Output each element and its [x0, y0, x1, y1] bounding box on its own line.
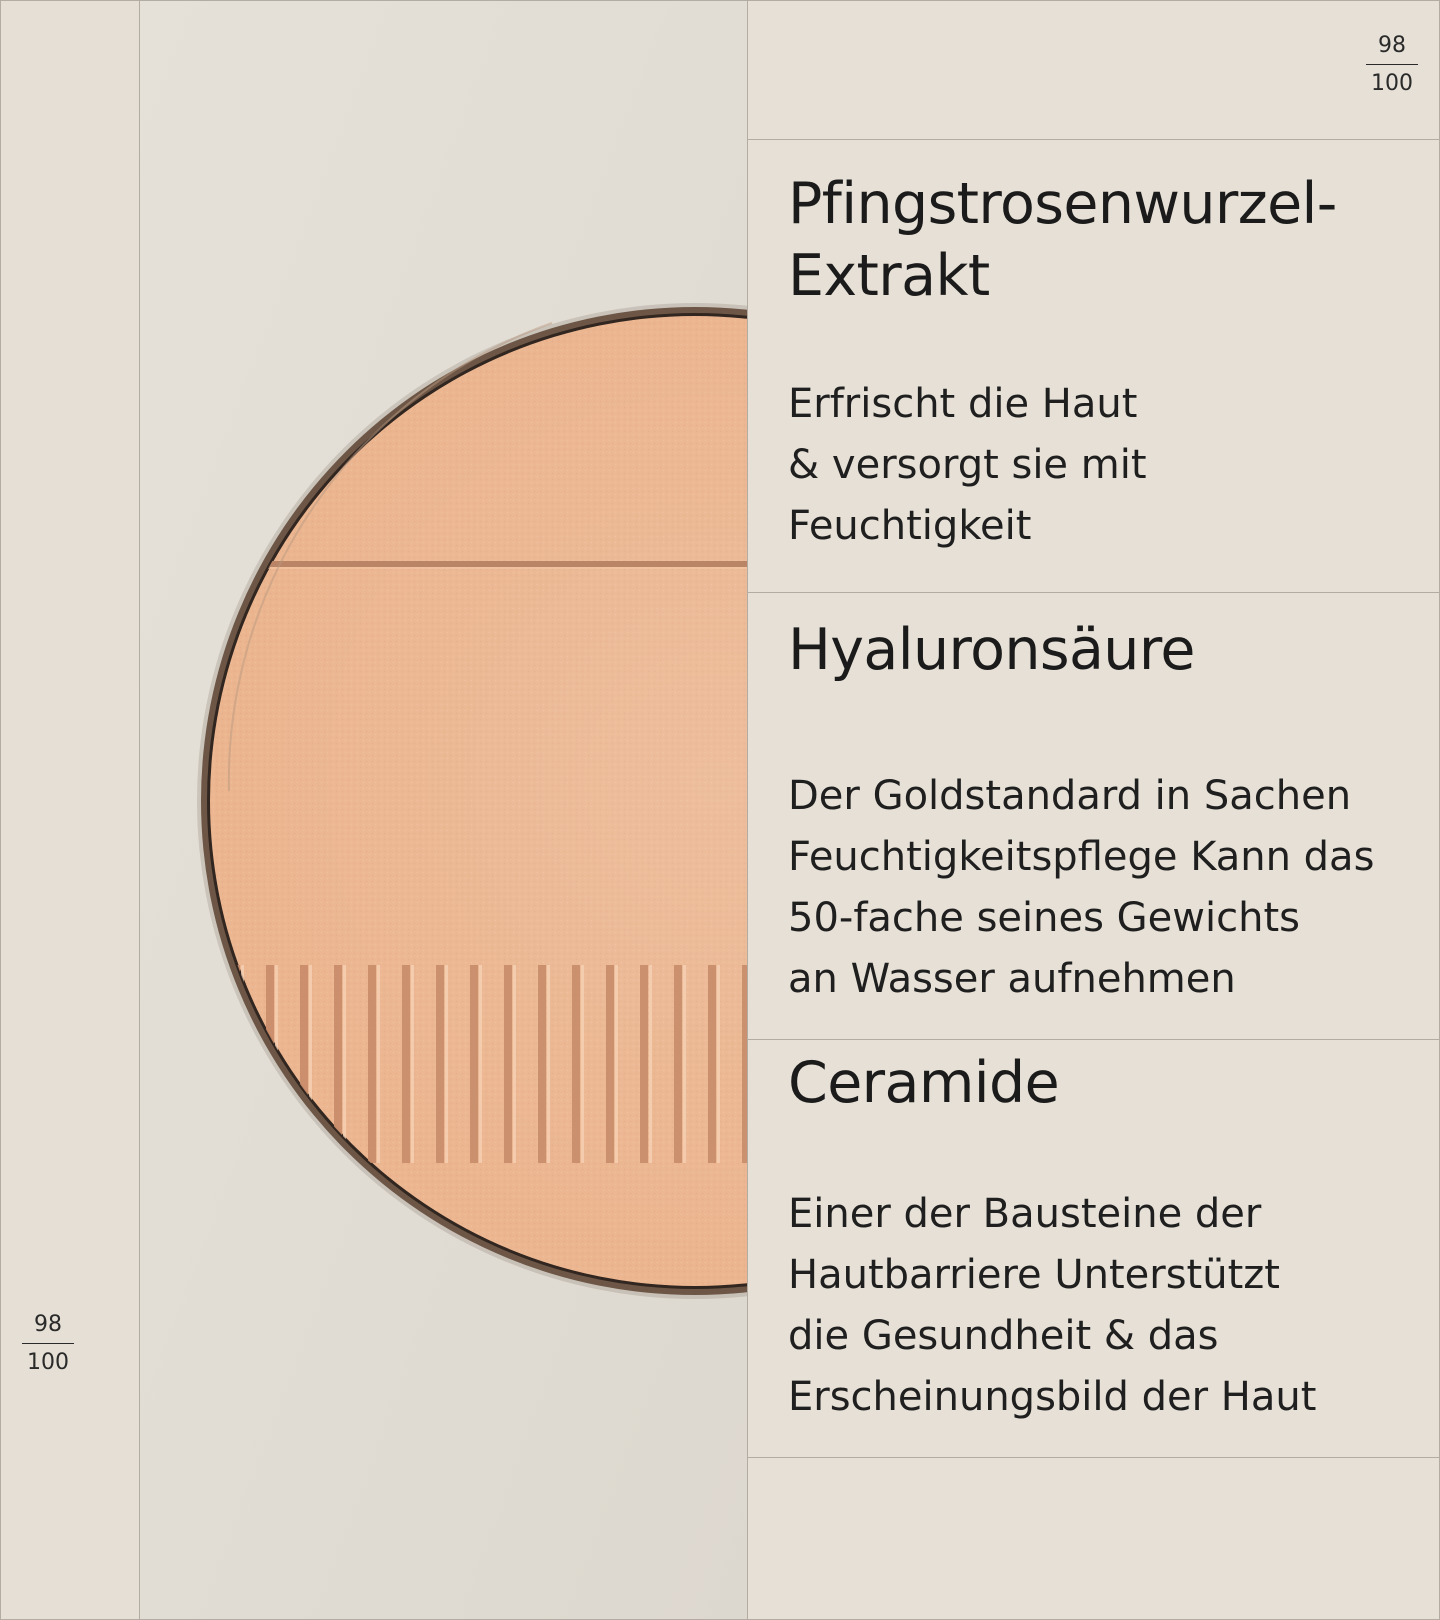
ingredient-description: Einer der Bausteine der Hautbarriere Unterstützt die Gesundheit & das Erscheinungsbild der Haut [788, 1191, 1317, 1420]
ingredient-description: Der Goldstandard in Sachen Feuchtigkeitspflege Kann das 50-fache seines Gewichts an Wasser aufnehmen [788, 773, 1375, 1002]
fraction-divider [1366, 64, 1418, 65]
powder-compact-illustration [140, 1, 748, 1619]
page-current: 98 [1378, 33, 1406, 58]
page-total: 100 [27, 1350, 69, 1375]
page-current: 98 [34, 1312, 62, 1337]
left-rail [1, 1, 140, 1619]
page-counter-top [1366, 35, 1418, 95]
ingredient-title: Pfingstrosenwurzel- Extrakt [788, 171, 1337, 309]
top-strip [748, 1, 1440, 140]
page-total: 100 [1371, 71, 1413, 96]
ingredient-section-peony [748, 140, 1440, 593]
page-counter-left [22, 1314, 74, 1374]
ingredients-panel [748, 1, 1440, 1619]
ingredient-section-ceramides [748, 1040, 1440, 1458]
ingredient-section-hyaluronic-acid [748, 593, 1440, 1040]
fraction-divider [22, 1343, 74, 1344]
bottom-strip [748, 1458, 1440, 1620]
ingredient-title: Ceramide [788, 1050, 1060, 1116]
ingredient-title: Hyaluronsäure [788, 617, 1195, 683]
ingredient-description: Erfrischt die Haut & versorgt sie mit Feuchtigkeit [788, 381, 1147, 549]
product-image-panel [140, 1, 748, 1619]
